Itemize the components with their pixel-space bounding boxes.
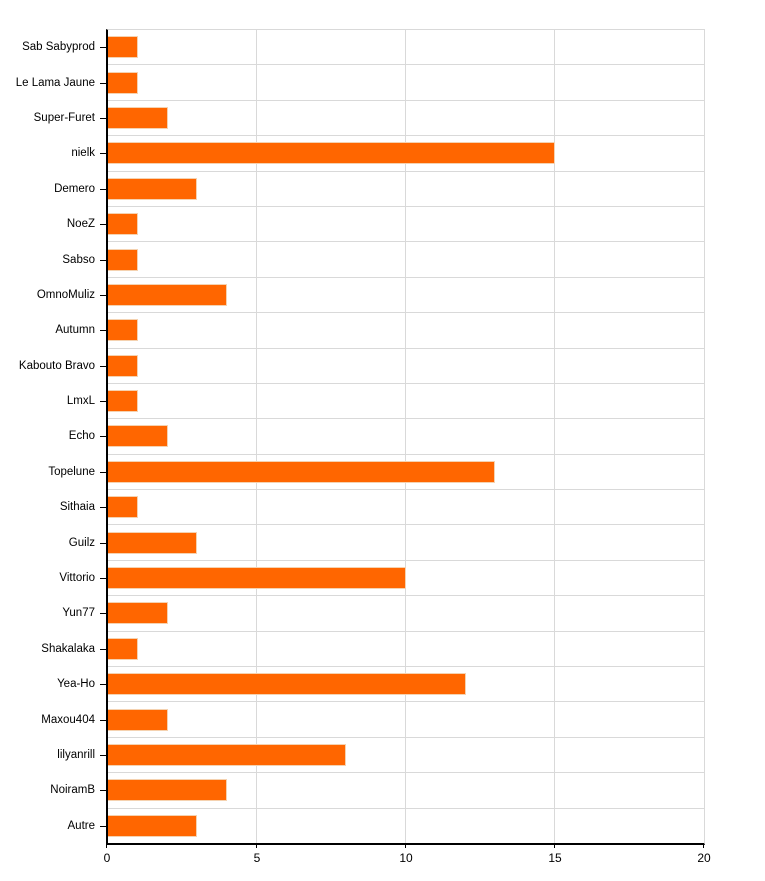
y-axis-tick [100,47,107,48]
category-label: Super-Furet [33,111,95,124]
bar-echo [108,425,168,447]
category-label: Autumn [55,324,95,337]
category-label: Echo [68,430,95,443]
y-axis-tick [100,436,107,437]
y-axis-tick [100,330,107,331]
category-label: Sithaia [59,501,95,514]
category-label: NoeZ [66,218,95,231]
x-axis-label: 20 [697,851,711,865]
bar-noiramb [108,779,227,801]
category-label: Demero [54,182,95,195]
x-axis-tick [703,843,704,848]
bar-maxou404 [108,709,168,731]
y-axis-tick [100,401,107,402]
y-axis-tick [100,826,107,827]
category-label: NoiramB [50,784,95,797]
category-label: OmnoMuliz [36,288,95,301]
category-label: Sab Sabyprod [22,41,95,54]
category-label: Le Lama Jaune [15,76,95,89]
bar-sab-sabyprod [108,36,138,58]
category-label: Yun77 [62,607,95,620]
x-axis-label: 5 [253,851,261,865]
category-row [59,561,704,596]
bar-sithaia [108,496,138,518]
y-axis-tick [100,83,107,84]
bar-super-furet [108,107,168,129]
category-label: nielk [71,147,95,160]
y-axis-tick [100,224,107,225]
bar-yea-ho [108,673,466,695]
y-axis-tick [100,295,107,296]
x-axis-tick [405,843,406,848]
category-row [57,667,704,702]
category-row [68,419,704,454]
category-label: Yea-Ho [57,678,95,691]
x-axis-tick [554,843,555,848]
bar-noez [108,213,138,235]
y-axis-tick [100,366,107,367]
y-axis-tick [100,153,107,154]
category-row [62,596,704,631]
y-axis-tick [100,260,107,261]
bar-autumn [108,319,138,341]
y-axis-tick [100,649,107,650]
category-label: LmxL [66,395,95,408]
plot-area [15,29,711,865]
category-label: Shakalaka [41,642,95,655]
category-label: lilyanrill [57,749,95,761]
category-row [36,278,704,313]
category-row [57,738,704,773]
category-row [66,384,704,419]
y-axis-tick [100,507,107,508]
bar-lilyanrill [108,744,346,766]
bar-demero [108,178,197,200]
category-row [62,242,704,277]
category-label: Maxou404 [41,713,95,726]
y-axis-tick [100,720,107,721]
category-row [59,490,704,525]
category-row [68,525,704,560]
y-axis-tick [100,118,107,119]
bar-sabso [108,249,138,271]
bar-lmxl [108,390,138,412]
category-row [41,702,704,737]
bar-omnomuliz [108,284,227,306]
category-row [66,207,704,242]
y-axis-tick [100,543,107,544]
category-row [22,30,704,65]
bar-shakalaka [108,638,138,660]
y-axis-tick [100,790,107,791]
x-axis-tick [256,843,257,848]
y-axis-tick [100,613,107,614]
bar-nielk [108,142,555,164]
category-label: Vittorio [59,572,95,585]
y-axis-tick [100,578,107,579]
y-axis-tick [100,755,107,756]
category-row [71,136,704,171]
x-axis-tick [106,843,107,848]
bar-kabouto-bravo [108,355,138,377]
bar-vittorio [108,567,406,589]
category-row [18,349,704,384]
y-axis-tick [100,472,107,473]
category-row [67,809,704,843]
category-label: Autre [67,819,95,832]
y-axis-tick [100,189,107,190]
bar-le-lama-jaune [108,72,138,94]
category-row [33,101,704,136]
category-row [15,65,704,100]
x-axis-label: 0 [103,851,111,865]
x-axis-label: 15 [548,851,562,865]
category-row [54,172,704,207]
y-axis-tick [100,684,107,685]
bar-yun77 [108,602,168,624]
category-row [55,313,704,348]
category-row [50,773,704,808]
category-label: Sabso [62,253,95,266]
category-row [48,455,704,490]
bar-topelune [108,461,495,483]
bar-autre [108,815,197,837]
category-row [41,632,704,667]
bar-guilz [108,532,197,554]
category-label: Kabouto Bravo [18,359,95,372]
category-label: Guilz [68,536,95,549]
x-axis-label: 10 [399,851,413,865]
category-label: Topelune [48,465,95,478]
